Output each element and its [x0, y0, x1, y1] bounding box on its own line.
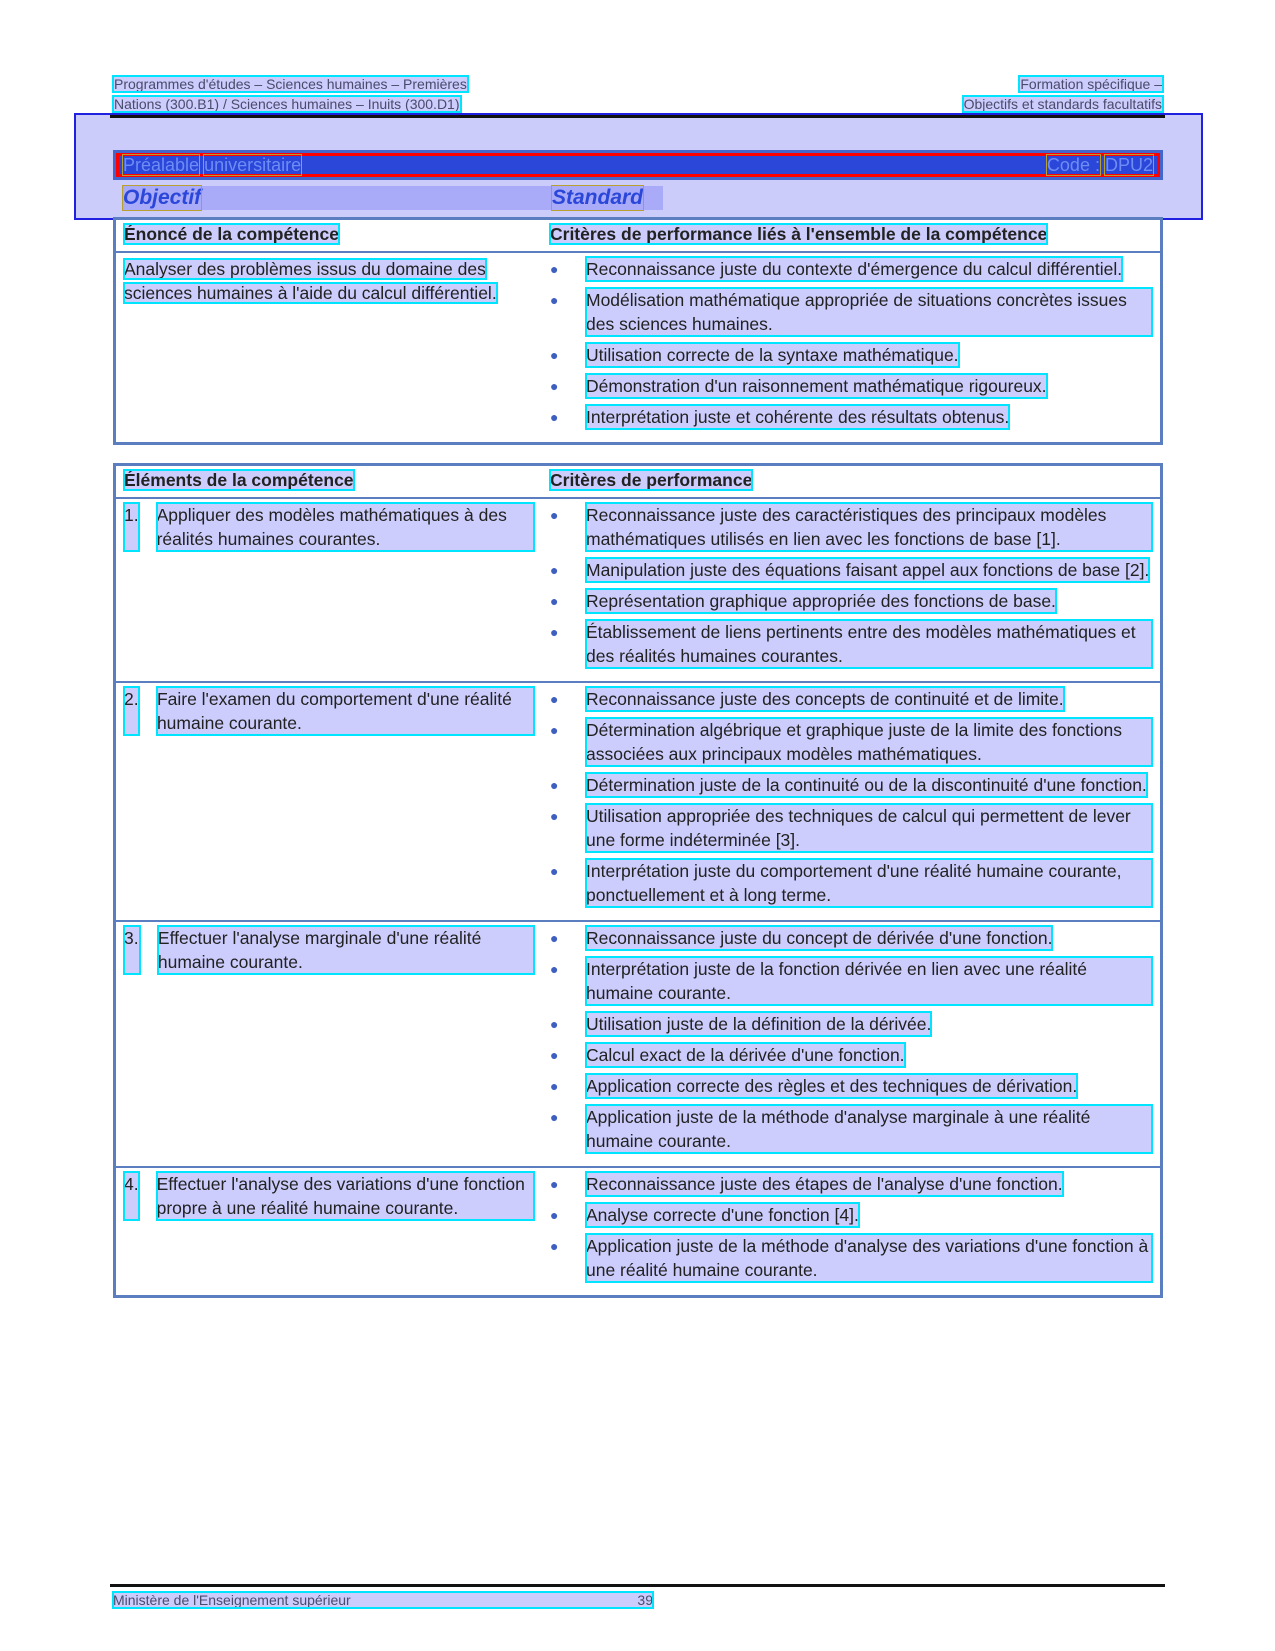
criterion-text: Calcul exact de la dérivée d'une fonction. [586, 1045, 905, 1065]
header-subsection: Objectifs et standards facultatifs [963, 96, 1162, 112]
bullet-icon: ● [550, 722, 559, 738]
footer-ministry: Ministère de l'Enseignement supérieur [113, 1592, 351, 1608]
title-word-universitaire: universitaire [204, 154, 302, 175]
criterion-text: Reconnaissance juste des caractéristiques des principaux modèles mathématiques utilisés en lien avec les fonctions de base [1]. [586, 503, 1152, 551]
criteria-list [550, 257, 1152, 429]
criterion-text: Établissement de liens pertinents entre des modèles mathématiques et des réalités humaines courantes. [586, 620, 1152, 668]
criterion-item [550, 1203, 1152, 1227]
criterion-text: Démonstration d'un raisonnement mathématique rigoureux. [586, 376, 1047, 396]
criterion-item [550, 1234, 1152, 1282]
bullet-icon: ● [550, 409, 559, 425]
table-row [115, 682, 1162, 921]
bullet-icon: ● [550, 1109, 559, 1125]
bullet-icon: ● [550, 961, 559, 977]
criterion-item [550, 718, 1152, 766]
criterion-item [550, 804, 1152, 852]
criterion-text: Interprétation juste du comportement d'une réalité humaine courante, ponctuellement et à long terme. [586, 859, 1152, 907]
col-criteres: Critères de performance [542, 465, 1162, 499]
footer-rule [110, 1584, 1165, 1587]
bullet-icon: ● [550, 378, 559, 394]
criterion-item [550, 687, 1152, 711]
criterion-text: Représentation graphique appropriée des fonctions de base. [586, 591, 1056, 611]
col-elements: Éléments de la compétence [115, 465, 543, 499]
bullet-icon: ● [550, 1176, 559, 1192]
competence-table [113, 217, 1163, 445]
criterion-text: Application juste de la méthode d'analyse des variations d'une fonction à une réalité humaine courante. [586, 1234, 1152, 1282]
criteria-cell [542, 498, 1162, 682]
running-header-line2 [113, 96, 1163, 112]
table-row [115, 498, 1162, 682]
criterion-item [550, 926, 1152, 950]
criterion-item [550, 405, 1152, 429]
bullet-icon: ● [550, 562, 559, 578]
criterion-item [550, 1012, 1152, 1036]
element-cell [115, 921, 543, 1167]
header-section: Formation spécifique – [1020, 76, 1162, 92]
element-number: 1. [124, 503, 139, 551]
criterion-item [550, 589, 1152, 613]
criterion-text: Interprétation juste et cohérente des résultats obtenus. [586, 407, 1010, 427]
title-bar [113, 150, 1163, 180]
bullet-icon: ● [550, 1078, 559, 1094]
element-number: 4. [124, 1172, 139, 1220]
table-row [115, 921, 1162, 1167]
col-criteres-ensemble: Critères de performance liés à l'ensemble de la compétence [542, 219, 1162, 253]
criterion-item [550, 558, 1152, 582]
bullet-icon: ● [550, 1238, 559, 1254]
element-text: Faire l'examen du comportement d'une réalité humaine courante. [157, 687, 534, 735]
standard-heading: Standard [552, 186, 644, 209]
bullet-icon: ● [550, 930, 559, 946]
bullet-icon: ● [550, 777, 559, 793]
criterion-item [550, 1043, 1152, 1067]
criterion-text: Reconnaissance juste du concept de dérivée d'une fonction. [586, 928, 1053, 948]
criterion-text: Modélisation mathématique appropriée de situations concrètes issues des sciences humaines. [586, 288, 1152, 336]
competence-statement: Analyser des problèmes issus du domaine des sciences humaines à l'aide du calcul différentiel. [124, 259, 497, 303]
element-text: Effectuer l'analyse des variations d'une fonction propre à une réalité humaine courante. [157, 1172, 534, 1220]
table-row [115, 1167, 1162, 1297]
criterion-text: Détermination algébrique et graphique juste de la limite des fonctions associées aux principaux modèles mathématiques. [586, 718, 1152, 766]
criterion-text: Utilisation appropriée des techniques de calcul qui permettent de lever une forme indéterminée [3]. [586, 804, 1152, 852]
criterion-text: Manipulation juste des équations faisant appel aux fonctions de base [2]. [586, 560, 1150, 580]
bullet-icon: ● [550, 691, 559, 707]
title-word-prealable: Préalable [123, 154, 200, 175]
footer [113, 1592, 653, 1608]
page-number: 39 [637, 1592, 653, 1608]
bullet-icon: ● [550, 808, 559, 824]
criterion-item [550, 374, 1152, 398]
criterion-item [550, 859, 1152, 907]
running-header-line1 [113, 76, 1163, 92]
criterion-item [550, 343, 1152, 367]
bullet-icon: ● [550, 1016, 559, 1032]
criterion-text: Reconnaissance juste du contexte d'émergence du calcul différentiel. [586, 259, 1123, 279]
bullet-icon: ● [550, 347, 559, 363]
header-program: Programmes d'études – Sciences humaines – Premières [114, 76, 467, 92]
bullet-icon: ● [550, 624, 559, 640]
criterion-text: Interprétation juste de la fonction dérivée en lien avec une réalité humaine courante. [586, 957, 1152, 1005]
criterion-item [550, 288, 1152, 336]
bullet-icon: ● [550, 1047, 559, 1063]
criterion-item [550, 1105, 1152, 1153]
criterion-item [550, 773, 1152, 797]
criterion-text: Reconnaissance juste des étapes de l'analyse d'une fonction. [586, 1174, 1063, 1194]
criteria-cell [542, 1167, 1162, 1297]
criterion-item [550, 957, 1152, 1005]
criteria-cell [542, 921, 1162, 1167]
bullet-icon: ● [550, 1207, 559, 1223]
criterion-item [550, 620, 1152, 668]
criterion-item [550, 257, 1152, 281]
element-number: 3. [124, 926, 140, 974]
col-enonce: Énoncé de la compétence [115, 219, 543, 253]
criteria-cell [542, 682, 1162, 921]
code-value: DPU2 [1104, 154, 1153, 175]
element-cell [115, 682, 543, 921]
element-text: Effectuer l'analyse marginale d'une réalité humaine courante. [158, 926, 534, 974]
element-text: Appliquer des modèles mathématiques à des réalités humaines courantes. [157, 503, 534, 551]
bullet-icon: ● [550, 261, 559, 277]
element-cell [115, 498, 543, 682]
criterion-item [550, 1074, 1152, 1098]
code-label: Code : [1046, 154, 1100, 175]
criterion-text: Analyse correcte d'une fonction [4]. [586, 1205, 859, 1225]
criterion-text: Application juste de la méthode d'analyse marginale à une réalité humaine courante. [586, 1105, 1152, 1153]
elements-table [113, 463, 1163, 1298]
bullet-icon: ● [550, 863, 559, 879]
criterion-text: Utilisation juste de la définition de la dérivée. [586, 1014, 932, 1034]
criterion-text: Reconnaissance juste des concepts de continuité et de limite. [586, 689, 1064, 709]
bullet-icon: ● [550, 507, 559, 523]
bullet-icon: ● [550, 292, 559, 308]
criterion-item [550, 1172, 1152, 1196]
criterion-text: Application correcte des règles et des techniques de dérivation. [586, 1076, 1078, 1096]
header-program-code: Nations (300.B1) / Sciences humaines – Inuits (300.D1) [114, 96, 460, 112]
element-number: 2. [124, 687, 139, 735]
criterion-text: Détermination juste de la continuité ou de la discontinuité d'une fonction. [586, 775, 1147, 795]
objectif-heading: Objectif [123, 186, 202, 209]
header-rule [110, 115, 1165, 118]
criterion-text: Utilisation correcte de la syntaxe mathématique. [586, 345, 959, 365]
element-cell [115, 1167, 543, 1297]
criterion-item [550, 503, 1152, 551]
bullet-icon: ● [550, 593, 559, 609]
